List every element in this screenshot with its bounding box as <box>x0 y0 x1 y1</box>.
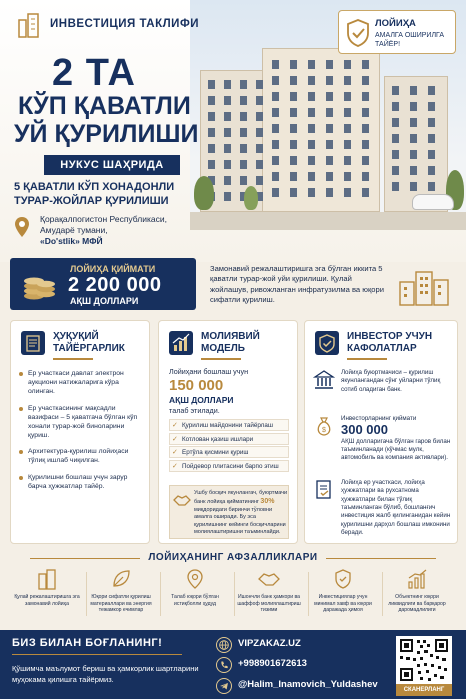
ready-badge <box>338 10 456 54</box>
buildings-icon <box>396 268 452 306</box>
price-label: ЛОЙИҲА ҚИЙМАТИ <box>70 264 156 274</box>
window <box>308 140 315 149</box>
window <box>392 182 399 191</box>
window <box>428 102 435 111</box>
header-section <box>0 0 466 262</box>
window <box>392 102 399 111</box>
window <box>362 76 369 85</box>
window <box>272 76 279 85</box>
window <box>362 172 369 181</box>
window <box>308 92 315 101</box>
bank-icon <box>313 369 335 391</box>
window <box>272 188 279 197</box>
window <box>362 92 369 101</box>
window <box>256 160 263 169</box>
window <box>410 118 417 127</box>
window <box>326 124 333 133</box>
list-item: ✓ Ертўла қисмини қуриш <box>169 446 289 458</box>
window <box>362 60 369 69</box>
globe-icon <box>216 637 232 653</box>
window <box>208 96 215 105</box>
financial-model-card <box>158 320 298 544</box>
window <box>344 92 351 101</box>
offer-label: ИНВЕСТИЦИЯ ТАКЛИФИ <box>50 18 200 30</box>
window <box>290 92 297 101</box>
finance-currency: АҚШ ДОЛЛАРИ <box>169 395 234 405</box>
window <box>344 188 351 197</box>
window <box>428 134 435 143</box>
window <box>290 156 297 165</box>
window <box>392 150 399 159</box>
window <box>326 156 333 165</box>
title-underline <box>12 654 182 655</box>
investor-guarantees-card <box>304 320 458 544</box>
guarantee-text: Инвесторларнинг қиймати 300 000 АҚШ долларигача бўлган гаров билан таъминланади (кўчмас мулк, автомобиль ва компания активлари). <box>341 415 451 462</box>
window <box>290 140 297 149</box>
window <box>272 108 279 117</box>
window <box>362 108 369 117</box>
window <box>290 172 297 181</box>
window <box>362 188 369 197</box>
investor-title: ИНВЕСТОР УЧУН КАФОЛАТЛАР <box>347 331 433 354</box>
window <box>344 124 351 133</box>
handshake-icon <box>258 568 280 590</box>
window <box>224 112 231 121</box>
title-underline <box>347 358 387 360</box>
window <box>428 182 435 191</box>
car <box>412 194 454 210</box>
leaf-icon <box>110 568 132 590</box>
price-amount: 2 200 000 <box>68 274 162 296</box>
contact-title: БИЗ БИЛАН БОҒЛАНИНГ! <box>12 637 163 649</box>
window <box>326 188 333 197</box>
window <box>272 172 279 181</box>
window <box>224 96 231 105</box>
window <box>272 92 279 101</box>
separator <box>308 572 309 616</box>
window <box>208 144 215 153</box>
window <box>240 80 247 89</box>
window <box>308 60 315 69</box>
window <box>272 124 279 133</box>
qr-code[interactable] <box>396 636 452 684</box>
divider-line <box>326 558 436 559</box>
handshake-icon <box>173 492 191 508</box>
price-currency: АҚШ ДОЛЛАРИ <box>70 296 139 306</box>
title-underline <box>201 358 241 360</box>
separator <box>160 572 161 616</box>
window <box>240 96 247 105</box>
window <box>224 80 231 89</box>
window <box>428 166 435 175</box>
guarantee-text: Лойиҳа ер участкаси, лойиҳа ҳужжатлари ва рухсатнома ҳужжатлари билан тўлиқ таъминланган бўлиб, бошланғич инвестиция жалб қилинганидан кейин қурилишни дарҳол бошлаш имконини беради. <box>341 479 451 537</box>
list-item: Қурилишни бошлаш учун зарур барча ҳужжатлар тайёр. <box>19 473 147 491</box>
window <box>272 140 279 149</box>
price-banner <box>10 258 196 310</box>
separator <box>234 572 235 616</box>
window <box>344 76 351 85</box>
window <box>256 96 263 105</box>
window <box>240 160 247 169</box>
window <box>410 102 417 111</box>
window <box>344 60 351 69</box>
window <box>240 128 247 137</box>
advantages-title: ЛОЙИҲАНИНГ АФЗАЛЛИКЛАРИ <box>148 552 318 563</box>
window <box>344 156 351 165</box>
window <box>362 140 369 149</box>
advantage-item: Ишончли банк ҳамкори ва шаффоф молиялаштириш тизими <box>236 568 302 626</box>
big-number: 2 ТА <box>52 52 136 94</box>
window <box>410 86 417 95</box>
window <box>392 134 399 143</box>
window <box>308 124 315 133</box>
title-line-1: КЎП ҚАВАТЛИ <box>18 92 191 120</box>
ground <box>190 212 466 230</box>
guarantee-text: Лойиҳа буюртмачиси – қурилиш якунлангандан сўнг уйларни тўлиқ сотиб оладиган банк. <box>341 369 441 393</box>
window <box>208 112 215 121</box>
phone-contact[interactable] <box>216 656 386 674</box>
ready-badge-text: АМАЛГА ОШИРИЛГА ТАЙЁР! <box>375 32 445 48</box>
window <box>224 144 231 153</box>
building-logo-icon <box>16 12 42 38</box>
subtitle-line-2: ТУРАР-ЖОЙЛАР ҚУРИЛИШИ <box>14 195 169 207</box>
window <box>208 80 215 89</box>
title-line-2: УЙ ҚУРИЛИШИ <box>14 120 199 148</box>
advantage-item: Инвестициялар учун минимал хавф ва юқори даражада ҳимоя <box>310 568 376 626</box>
bar-chart-icon <box>167 329 195 357</box>
window <box>362 124 369 133</box>
subtitle-line-1: 5 ҚАВАТЛИ КЎП ХОНАДОНЛИ <box>14 181 175 193</box>
finance-intro: Лойиҳани бошлаш учун <box>169 367 249 376</box>
document-check-icon <box>313 479 335 501</box>
tree <box>244 186 258 210</box>
window <box>410 166 417 175</box>
location-pin-icon <box>14 216 30 238</box>
list-item: ✓ Пойдевор плитасини барпо этиш <box>169 460 289 472</box>
window <box>428 118 435 127</box>
window <box>256 128 263 137</box>
finance-stage-list <box>169 419 289 473</box>
window <box>344 140 351 149</box>
advantage-item: Қулай режалаштиришга эга замонавий лойиҳа <box>14 568 80 626</box>
window <box>272 156 279 165</box>
window <box>272 60 279 69</box>
payment-note <box>169 485 289 539</box>
legal-title: ҲУҚУҚИЙ ТАЙЁРГАРЛИК <box>53 331 125 354</box>
window <box>326 140 333 149</box>
window <box>326 172 333 181</box>
city-banner: НУКУС ШАҲРИДА <box>44 155 180 175</box>
window <box>224 176 231 185</box>
window <box>392 118 399 127</box>
separator <box>86 572 87 616</box>
window <box>290 76 297 85</box>
window <box>308 108 315 117</box>
window <box>290 108 297 117</box>
shield-check-icon <box>345 18 371 48</box>
window <box>326 60 333 69</box>
window <box>428 86 435 95</box>
website-link[interactable]: VIPZAKAZ.UZ <box>238 638 301 649</box>
ready-badge-title: ЛОЙИҲА <box>375 18 416 29</box>
window <box>410 150 417 159</box>
shield-check-icon <box>332 568 354 590</box>
advantage-item: Юқори сифатли қурилиш материаллари ва энергия тежамкор ечимлар <box>88 568 154 626</box>
window <box>344 108 351 117</box>
window <box>208 128 215 137</box>
window <box>308 156 315 165</box>
window <box>256 112 263 121</box>
list-item: Архитектура-қурилиш лойиҳаси тўлиқ ишлаб чиқилган. <box>19 447 147 465</box>
window <box>410 182 417 191</box>
money-bag-icon <box>313 415 335 437</box>
building-icon <box>36 568 58 590</box>
qr-scan-label: СКАНЕРЛАНГ <box>396 684 452 696</box>
window <box>256 176 263 185</box>
window <box>290 124 297 133</box>
window <box>240 144 247 153</box>
window <box>240 176 247 185</box>
advantage-item: Талаб юқори бўлган истиқболли ҳудуд <box>162 568 228 626</box>
advantage-item: Объектнинг юқори ликвидлиги ва барқарор даромадлилиги <box>384 568 450 626</box>
list-item: Ер участкасининг мақсадли вазифаси – 5 қаватгача бўлган кўп хонали турар-жой биноларини қуриш. <box>19 404 147 441</box>
building-right <box>384 76 448 212</box>
window <box>392 86 399 95</box>
window <box>344 172 351 181</box>
separator <box>382 572 383 616</box>
contact-text: Қўшимча маълумот бериш ва ҳамкорлик шартларини муҳокама қилишга тайёрмиз. <box>12 664 199 684</box>
window <box>428 150 435 159</box>
finance-amount: 150 000 <box>169 377 224 394</box>
phone-icon <box>216 657 232 673</box>
list-item: ✓ Котлован қазиш ишлари <box>169 433 289 445</box>
window <box>410 134 417 143</box>
address: Қорақалпогистон Республикаси, Амударё тумани, «Do'stlik» МФЙ <box>40 214 167 247</box>
window <box>224 160 231 169</box>
payment-note-text: Ушбу босқич якунлангач, буюртмачи банк лойиҳа қийматининг 30% миқдоридаги биринчи тўловни амалга оширади. Бу эса қурилишнинг кейинги босқичларини молиялаштиришни таъминлайди. <box>194 490 288 536</box>
window <box>256 144 263 153</box>
tree <box>194 176 214 210</box>
window <box>362 156 369 165</box>
shield-check-icon <box>313 329 341 357</box>
window <box>308 188 315 197</box>
telegram-contact[interactable] <box>216 677 396 695</box>
growth-chart-icon <box>406 568 428 590</box>
website-contact[interactable] <box>216 636 386 654</box>
window <box>224 128 231 137</box>
window <box>326 76 333 85</box>
phone-link[interactable]: +998901672613 <box>238 658 307 669</box>
finance-required: талаб этилади. <box>169 406 220 415</box>
window <box>308 76 315 85</box>
window <box>290 60 297 69</box>
list-item: ✓ Қурилиш майдонини тайёрлаш <box>169 419 289 431</box>
coins-icon <box>22 268 56 302</box>
svg-text:$: $ <box>322 427 326 434</box>
window <box>256 80 263 89</box>
telegram-icon <box>216 678 232 694</box>
window <box>290 188 297 197</box>
window <box>392 166 399 175</box>
telegram-link[interactable]: @Halim_Inamovich_Yuldashev <box>238 679 378 690</box>
legal-readiness-card <box>10 320 150 544</box>
location-pin-icon <box>184 568 206 590</box>
window <box>326 92 333 101</box>
window <box>326 108 333 117</box>
legal-list <box>19 369 147 498</box>
window <box>308 172 315 181</box>
window <box>240 112 247 121</box>
window <box>208 160 215 169</box>
clipboard-icon <box>19 329 47 357</box>
list-item: Ер участкаси давлат электрон аукциони натижаларига кўра олинган. <box>19 369 147 397</box>
window <box>224 192 231 201</box>
price-description: Замонавий режалаштиришга эга бўлган иккита 5 қаватли турар-жой уйи қурилиши. Қулай жойлашув, ривожланган инфратузилма ва юқори сифатли қурилиш. <box>210 264 384 304</box>
finance-title: МОЛИЯВИЙ МОДЕЛЬ <box>201 331 260 354</box>
title-underline <box>53 358 93 360</box>
